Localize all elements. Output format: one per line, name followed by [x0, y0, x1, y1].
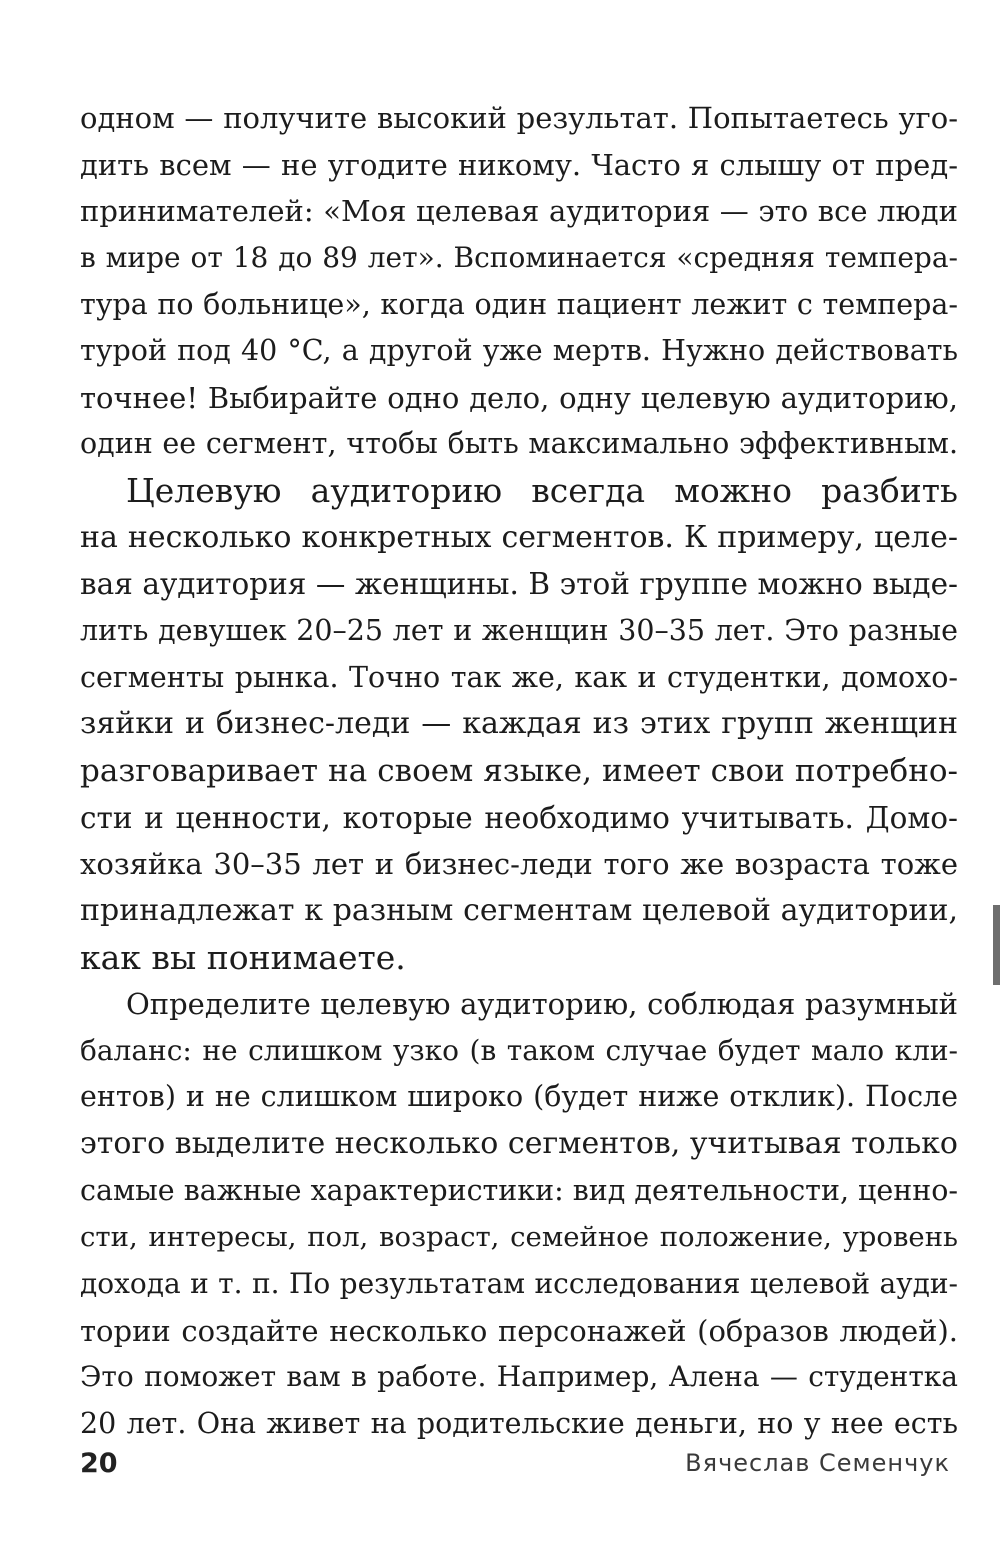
text-line: принадлежат к разным сегментам целевой аудитории, [80, 892, 958, 928]
text-line: лить девушек 20–25 лет и женщин 30–35 лет. Это разные [80, 614, 958, 648]
paragraph-first-line: Целевую аудиторию всегда можно разбить [126, 471, 958, 511]
text-line: одном — получите высокий результат. Попытаетесь уго- [80, 101, 958, 135]
text-line: Это поможет вам в работе. Например, Алена — студентка [80, 1360, 958, 1394]
page-edge-mark [993, 905, 1000, 985]
text-line: на несколько конкретных сегментов. К примеру, целе- [80, 519, 958, 555]
text-line: сегменты рынка. Точно так же, как и студентки, домохо- [80, 660, 958, 694]
page-footer [80, 1448, 958, 1488]
text-line: сти и ценности, которые необходимо учитывать. Домо- [80, 800, 958, 835]
text-line: один ее сегмент, чтобы быть максимально эффективным. [80, 427, 958, 461]
text-line: разговаривает на своем языке, имеет свои потребно- [80, 752, 958, 789]
text-line: тории создайте несколько персонажей (образов людей). [80, 1313, 958, 1348]
paragraph-first-line: Определите целевую аудиторию, соблюдая разумный [126, 987, 958, 1022]
text-line: в мире от 18 до 89 лет». Вспоминается «средняя темпера- [80, 240, 958, 274]
text-line: баланс: не слишком узко (в таком случае будет мало кли- [80, 1033, 958, 1067]
text-line: ентов) и не слишком широко (будет ниже отклик). После [80, 1080, 958, 1114]
text-line: дохода и т. п. По результатам исследования целевой ауди- [80, 1267, 958, 1301]
text-line: принимателей: «Моя целевая аудитория — это все люди [80, 194, 958, 229]
body-text [80, 95, 958, 1448]
text-line: дить всем — не угодите никому. Часто я слышу от пред- [80, 147, 958, 182]
text-line: зяйки и бизнес-леди — каждая из этих групп женщин [80, 706, 958, 742]
text-line: этого выделите несколько сегментов, учитывая только [80, 1126, 958, 1162]
text-line: сти, интересы, пол, возраст, семейное положение, уровень [80, 1221, 958, 1254]
text-line: турой под 40 °C, а другой уже мертв. Нужно действовать [80, 334, 958, 368]
page-number: 20 [80, 1448, 118, 1479]
text-line: точнее! Выбирайте одно дело, одну целевую аудиторию, [80, 380, 958, 415]
paragraph-last-line: как вы понимаете. [80, 937, 406, 977]
text-line: самые важные характеристики: вид деятельности, ценно- [80, 1173, 959, 1207]
text-line: 20 лет. Она живет на родительские деньги, но у нее есть [80, 1406, 958, 1440]
text-line: хозяйка 30–35 лет и бизнес-леди того же возраста тоже [80, 847, 958, 882]
running-footer-author: Вячеслав Семенчук [685, 1449, 950, 1477]
text-line: вая аудитория — женщины. В этой группе можно выде- [80, 567, 958, 602]
text-line: тура по больнице», когда один пациент лежит с темпера- [80, 287, 958, 321]
